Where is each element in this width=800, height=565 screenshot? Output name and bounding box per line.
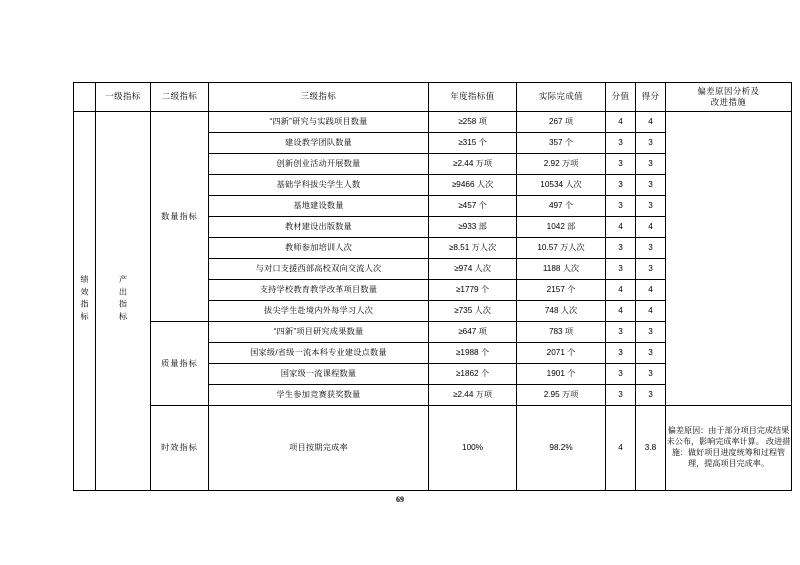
cell-score-got: 3 xyxy=(636,385,666,406)
cell-target: ≥457 个 xyxy=(429,196,517,217)
cell-target: ≥8.51 万人次 xyxy=(429,238,517,259)
header-score-total: 分值 xyxy=(606,83,636,112)
table-header-row xyxy=(74,83,792,112)
cell-score-total: 3 xyxy=(606,238,636,259)
cell-actual: 267 项 xyxy=(517,112,606,133)
cell-actual: 2157 个 xyxy=(517,280,606,301)
cell-note-empty xyxy=(666,112,792,406)
cell-score-total: 4 xyxy=(606,301,636,322)
cell-actual: 748 人次 xyxy=(517,301,606,322)
cell-score-got: 3 xyxy=(636,238,666,259)
cell-level1-output xyxy=(96,112,151,491)
cell-score-got: 4 xyxy=(636,217,666,238)
header-level1: 一级指标 xyxy=(96,83,151,112)
cell-actual: 1042 部 xyxy=(517,217,606,238)
cell-group-timeliness: 时效指标 xyxy=(151,406,209,491)
cell-target: ≥933 部 xyxy=(429,217,517,238)
cell-score-got: 3 xyxy=(636,154,666,175)
header-note-line2: 改进措施 xyxy=(710,97,747,107)
cell-target: ≥258 项 xyxy=(429,112,517,133)
level1-output-text: 产出指标 xyxy=(118,275,128,324)
cell-actual: 783 项 xyxy=(517,322,606,343)
cell-note: 偏差原因：由于部分项目完成结果未公布，影响完成率计算。 改进措施：做好项目进度统筹和过程管理，提高项目完成率。 xyxy=(666,406,792,491)
cell-score-got: 4 xyxy=(636,301,666,322)
cell-score-total: 4 xyxy=(606,112,636,133)
page-number: 69 xyxy=(396,495,404,504)
table-row xyxy=(74,112,792,133)
cell-score-total: 3 xyxy=(606,385,636,406)
cell-index: 拔尖学生赴境内外每学习人次 xyxy=(209,301,429,322)
cell-actual: 2071 个 xyxy=(517,343,606,364)
cell-index: “四新”研究与实践项目数量 xyxy=(209,112,429,133)
vertical-label-text: 绩效指标 xyxy=(80,275,89,324)
cell-score-total: 3 xyxy=(606,133,636,154)
cell-index: 支持学校教育教学改革项目数量 xyxy=(209,280,429,301)
cell-score-got: 3 xyxy=(636,259,666,280)
performance-indicator-table xyxy=(73,82,792,491)
header-level3: 三级指标 xyxy=(209,83,429,112)
cell-target: ≥1779 个 xyxy=(429,280,517,301)
cell-group-quality: 质量指标 xyxy=(151,322,209,406)
cell-score-total: 3 xyxy=(606,343,636,364)
cell-score-got: 4 xyxy=(636,280,666,301)
cell-score-got: 4 xyxy=(636,112,666,133)
cell-index: 基地建设数量 xyxy=(209,196,429,217)
cell-score-total: 3 xyxy=(606,322,636,343)
header-level2: 二级指标 xyxy=(151,83,209,112)
cell-score-got: 3 xyxy=(636,343,666,364)
cell-target: ≥1988 个 xyxy=(429,343,517,364)
cell-index: 建设教学团队数量 xyxy=(209,133,429,154)
cell-score-total: 3 xyxy=(606,154,636,175)
header-actual: 实际完成值 xyxy=(517,83,606,112)
cell-score-got: 3 xyxy=(636,175,666,196)
cell-score-got: 3 xyxy=(636,196,666,217)
cell-actual: 1901 个 xyxy=(517,364,606,385)
cell-actual: 98.2% xyxy=(517,406,606,491)
cell-index: 创新创业活动开展数量 xyxy=(209,154,429,175)
table-row xyxy=(74,406,792,491)
cell-actual: 497 个 xyxy=(517,196,606,217)
cell-score-total: 4 xyxy=(606,280,636,301)
cell-target: ≥1862 个 xyxy=(429,364,517,385)
cell-score-total: 3 xyxy=(606,196,636,217)
cell-index: 项目按期完成率 xyxy=(209,406,429,491)
cell-index: 国家级一流课程数量 xyxy=(209,364,429,385)
cell-target: ≥2.44 万项 xyxy=(429,385,517,406)
cell-target: ≥735 人次 xyxy=(429,301,517,322)
cell-actual: 2.95 万项 xyxy=(517,385,606,406)
cell-index: 国家级/省级一流本科专业建设点数量 xyxy=(209,343,429,364)
cell-target: ≥9466 人次 xyxy=(429,175,517,196)
cell-index: 基础学科拔尖学生人数 xyxy=(209,175,429,196)
cell-index: 教师参加培训人次 xyxy=(209,238,429,259)
cell-actual: 357 个 xyxy=(517,133,606,154)
cell-vertical-label xyxy=(74,112,96,491)
cell-score-total: 4 xyxy=(606,406,636,491)
cell-score-got: 3 xyxy=(636,364,666,385)
header-note-line1: 偏差原因分析及 xyxy=(697,86,760,97)
cell-target: ≥974 人次 xyxy=(429,259,517,280)
cell-actual: 2.92 万项 xyxy=(517,154,606,175)
cell-score-total: 3 xyxy=(606,364,636,385)
cell-group-quantity: 数量指标 xyxy=(151,112,209,322)
cell-actual: 10534 人次 xyxy=(517,175,606,196)
header-note xyxy=(666,83,792,112)
cell-target: ≥2.44 万项 xyxy=(429,154,517,175)
cell-score-total: 3 xyxy=(606,175,636,196)
cell-actual: 10.57 万人次 xyxy=(517,238,606,259)
header-score-got: 得分 xyxy=(636,83,666,112)
cell-index: 学生参加竞赛获奖数量 xyxy=(209,385,429,406)
cell-target: ≥315 个 xyxy=(429,133,517,154)
cell-target: ≥647 项 xyxy=(429,322,517,343)
cell-score-total: 3 xyxy=(606,259,636,280)
cell-index: “四新”项目研究成果数量 xyxy=(209,322,429,343)
cell-actual: 1188 人次 xyxy=(517,259,606,280)
cell-index: 与对口支援西部高校双向交流人次 xyxy=(209,259,429,280)
cell-score-got: 3 xyxy=(636,322,666,343)
cell-score-got: 3 xyxy=(636,133,666,154)
cell-score-total: 4 xyxy=(606,217,636,238)
header-spacer xyxy=(74,83,96,112)
cell-target: 100% xyxy=(429,406,517,491)
header-annual-target: 年度指标值 xyxy=(429,83,517,112)
cell-index: 教材建设出版数量 xyxy=(209,217,429,238)
cell-score-got: 3.8 xyxy=(636,406,666,491)
performance-table-wrapper xyxy=(73,82,791,491)
